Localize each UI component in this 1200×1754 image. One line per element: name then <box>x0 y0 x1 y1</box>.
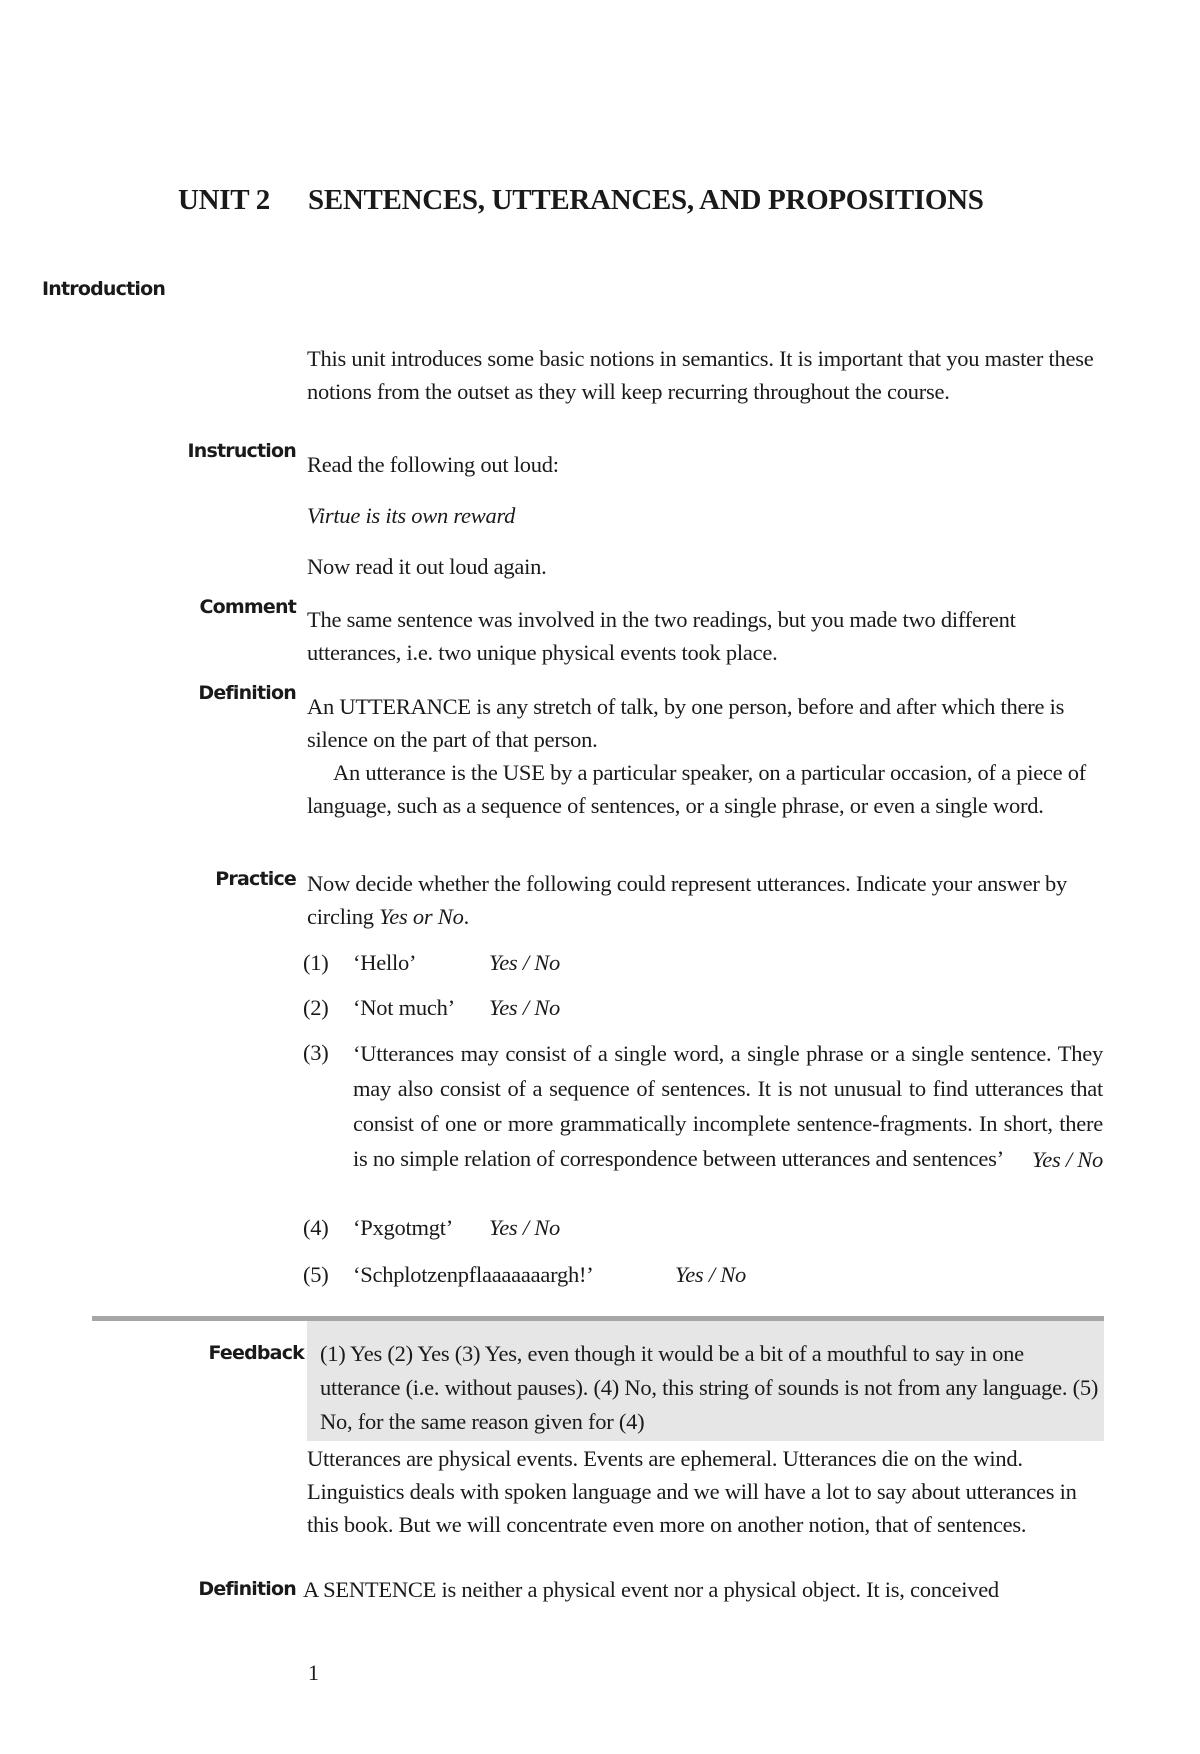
practice-item-answer[interactable]: Yes / No <box>489 1215 560 1240</box>
page-number: 1 <box>308 1660 319 1685</box>
label-definition-1: Definition <box>198 682 296 704</box>
after-feedback-paragraph: Utterances are physical events. Events are ephemeral. Utterances die on the wind. Linguistics deals with spoken language and we will have a lot to say about utterances in this book. But we will concentrate even more on another notion, that of sentences. <box>307 1446 1077 1537</box>
practice-item-number: (4) <box>303 1215 329 1240</box>
practice-item-text: ‘Not much’ <box>353 995 455 1020</box>
practice-item-answer[interactable]: Yes / No <box>1032 1147 1103 1172</box>
instruction-example: Virtue is its own reward <box>307 503 516 528</box>
practice-intro <box>307 867 1105 933</box>
practice-item-4 <box>303 1211 560 1245</box>
practice-item-5 <box>303 1258 746 1292</box>
unit-number: UNIT 2 <box>178 184 270 216</box>
practice-intro-a: Now decide whether the following could represent utterances. Indicate your answer by circling <box>307 871 1067 929</box>
practice-item-number: (2) <box>303 995 329 1020</box>
practice-intro-b: Yes or No <box>379 904 464 929</box>
feedback-text: (1) Yes (2) Yes (3) Yes, even though it would be a bit of a mouthful to say in one utterance (i.e. without pauses). (4) No, this string of sounds is not from any language. (5) No, for the same reason given for (4) <box>320 1341 1099 1434</box>
intro-paragraph <box>307 342 1105 408</box>
practice-intro-c: . <box>463 904 469 929</box>
practice-item-3 <box>303 1036 1103 1177</box>
practice-item-1 <box>303 946 560 980</box>
practice-item-answer[interactable]: Yes / No <box>489 995 560 1020</box>
intro-text: This unit introduces some basic notions in semantics. It is important that you master these notions from the outset as they will keep recurring throughout the course. <box>307 346 1094 404</box>
instruction-line-1: Read the following out loud: <box>307 452 559 477</box>
page-title <box>178 184 984 217</box>
definition-1-p2: An utterance is the USE by a particular speaker, on a particular occasion, of a piece of language, such as a sequence of sentences, or a single phrase, or even a single word. <box>307 760 1087 818</box>
label-feedback: Feedback <box>208 1342 304 1364</box>
label-comment: Comment <box>199 596 296 618</box>
definition-2: A SENTENCE is neither a physical event nor a physical object. It is, conceived <box>303 1577 999 1602</box>
definition-1-p1: An UTTERANCE is any stretch of talk, by one person, before and after which there is silence on the part of that person. <box>307 694 1065 752</box>
practice-item-answer[interactable]: Yes / No <box>489 950 560 975</box>
label-definition-2: Definition <box>198 1578 296 1600</box>
label-introduction: Introduction <box>42 278 166 300</box>
practice-item-text: ‘Hello’ <box>353 950 417 975</box>
practice-item-text: ‘Schplotzenpflaaaaaaargh!’ <box>353 1262 594 1287</box>
definition-1 <box>307 690 1105 822</box>
label-practice: Practice <box>215 868 296 890</box>
practice-item-number: (1) <box>303 950 329 975</box>
unit-title: SENTENCES, UTTERANCES, AND PROPOSITIONS <box>308 184 984 216</box>
practice-item-3-body <box>353 1036 1103 1176</box>
comment-text: The same sentence was involved in the two readings, but you made two different utterances, i.e. two unique physical events took place. <box>307 607 1016 665</box>
practice-item-text: ‘Pxgotmgt’ <box>353 1215 454 1240</box>
practice-item-2 <box>303 991 560 1025</box>
practice-item-number: (5) <box>303 1262 329 1287</box>
practice-item-text: ‘Utterances may consist of a single word, a single phrase or a single sentence. They may also consist of a sequence of sentences. It is not unusual to find utterances that consist of one or more grammatically incomplete sentence-fragments. In short, there is no simple relation of correspondence between utterances and sentences’ <box>353 1041 1103 1171</box>
practice-item-answer[interactable]: Yes / No <box>675 1262 746 1287</box>
label-instruction: Instruction <box>187 440 296 462</box>
instruction-line-2: Now read it out loud again. <box>307 554 547 579</box>
practice-item-number: (3) <box>303 1040 329 1065</box>
